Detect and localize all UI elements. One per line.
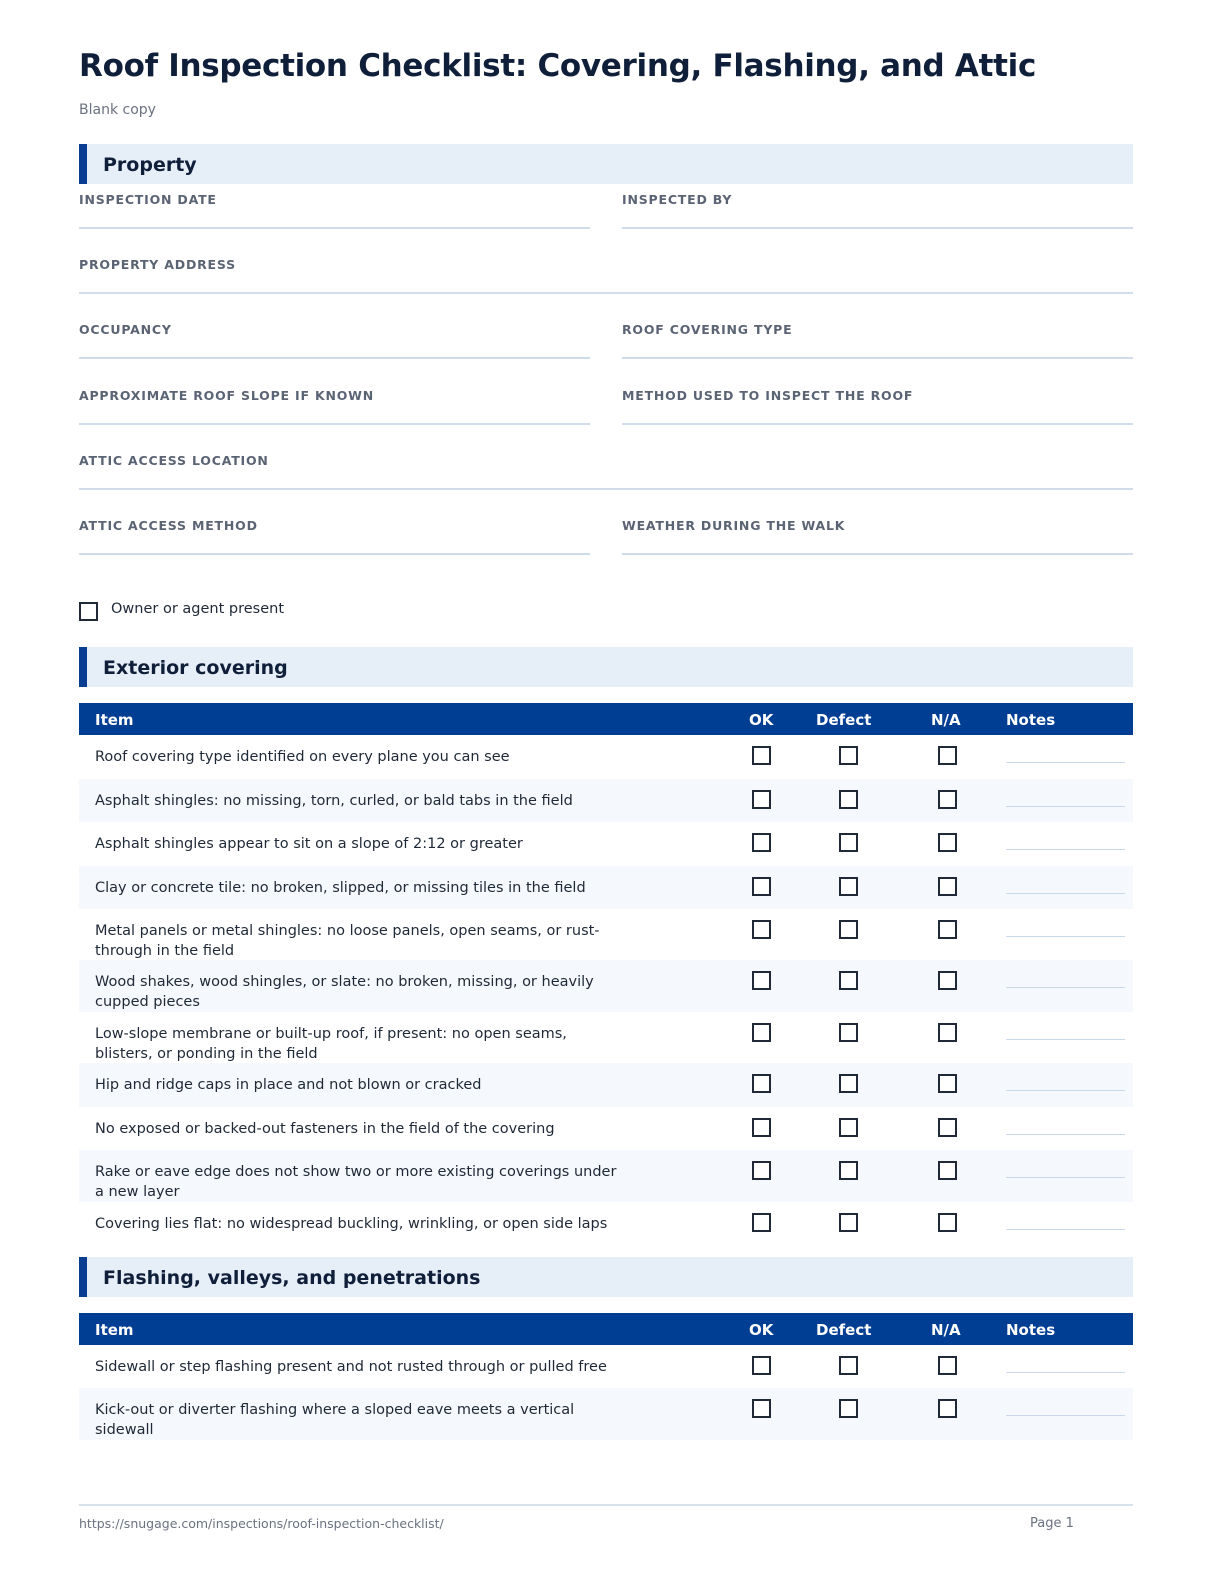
weather-field[interactable] (622, 518, 1133, 568)
defect-checkbox[interactable] (839, 1023, 858, 1042)
defect-checkbox[interactable] (839, 1356, 858, 1375)
field-line (79, 423, 590, 425)
defect-checkbox[interactable] (839, 1161, 858, 1180)
row-item-text: No exposed or backed-out fasteners in the field of the covering (95, 1121, 555, 1137)
ok-checkbox[interactable] (752, 790, 771, 809)
field-line (622, 423, 1133, 425)
notes-field[interactable] (1006, 893, 1125, 894)
na-checkbox[interactable] (938, 1356, 957, 1375)
row-item-text: Low-slope membrane or built-up roof, if present: no open seams, blisters, or ponding in the field (95, 1026, 567, 1062)
field-line (79, 292, 1133, 294)
col-ok: OK (749, 711, 774, 729)
field-label: PROPERTY ADDRESS (79, 257, 236, 272)
notes-field[interactable] (1006, 806, 1125, 807)
defect-checkbox[interactable] (839, 971, 858, 990)
table-row (79, 822, 1133, 866)
notes-field[interactable] (1006, 1090, 1125, 1091)
exterior-table-header (79, 703, 1133, 735)
page-number: Page 1 (1030, 1516, 1074, 1531)
field-line (79, 488, 1133, 490)
field-label: ATTIC ACCESS METHOD (79, 518, 258, 533)
notes-field[interactable] (1006, 1229, 1125, 1230)
na-checkbox[interactable] (938, 971, 957, 990)
attic-access-method-field[interactable] (79, 518, 590, 568)
section-header-flashing (79, 1257, 1133, 1297)
notes-field[interactable] (1006, 762, 1125, 763)
section-header-property (79, 144, 1133, 184)
na-checkbox[interactable] (938, 746, 957, 765)
table-row (79, 1063, 1133, 1107)
col-defect: Defect (816, 711, 872, 729)
table-row (79, 1345, 1133, 1388)
defect-checkbox[interactable] (839, 790, 858, 809)
col-ok: OK (749, 1321, 774, 1339)
table-row (79, 1150, 1133, 1202)
defect-checkbox[interactable] (839, 877, 858, 896)
footer-divider (79, 1504, 1133, 1506)
page-subtitle: Blank copy (79, 102, 156, 118)
na-checkbox[interactable] (938, 1074, 957, 1093)
table-row (79, 1012, 1133, 1063)
table-row (79, 779, 1133, 822)
notes-field[interactable] (1006, 1134, 1125, 1135)
field-label: WEATHER DURING THE WALK (622, 518, 846, 533)
defect-checkbox[interactable] (839, 1399, 858, 1418)
table-row (79, 960, 1133, 1012)
row-item-text: Asphalt shingles: no missing, torn, curled, or bald tabs in the field (95, 793, 573, 809)
table-row (79, 1388, 1133, 1440)
defect-checkbox[interactable] (839, 1213, 858, 1232)
col-notes: Notes (1006, 1321, 1056, 1339)
ok-checkbox[interactable] (752, 1161, 771, 1180)
owner-present-checkbox[interactable] (79, 602, 98, 621)
ok-checkbox[interactable] (752, 1023, 771, 1042)
field-label: INSPECTION DATE (79, 192, 217, 207)
row-item-text: Covering lies flat: no widespread buckling, wrinkling, or open side laps (95, 1216, 608, 1232)
ok-checkbox[interactable] (752, 1074, 771, 1093)
ok-checkbox[interactable] (752, 833, 771, 852)
defect-checkbox[interactable] (839, 920, 858, 939)
row-item-text: Asphalt shingles appear to sit on a slope of 2:12 or greater (95, 836, 523, 852)
na-checkbox[interactable] (938, 1213, 957, 1232)
row-item-text: Sidewall or step flashing present and not rusted through or pulled free (95, 1359, 607, 1375)
defect-checkbox[interactable] (839, 1074, 858, 1093)
field-label: OCCUPANCY (79, 322, 172, 337)
field-label: INSPECTED BY (622, 192, 733, 207)
notes-field[interactable] (1006, 849, 1125, 850)
notes-field[interactable] (1006, 936, 1125, 937)
field-line (79, 357, 590, 359)
field-line (622, 227, 1133, 229)
na-checkbox[interactable] (938, 1023, 957, 1042)
table-row (79, 1202, 1133, 1246)
na-checkbox[interactable] (938, 1399, 957, 1418)
ok-checkbox[interactable] (752, 1213, 771, 1232)
defect-checkbox[interactable] (839, 746, 858, 765)
col-item: Item (95, 1321, 134, 1339)
notes-field[interactable] (1006, 1415, 1125, 1416)
ok-checkbox[interactable] (752, 971, 771, 990)
col-na: N/A (931, 1321, 961, 1339)
row-item-text: Wood shakes, wood shingles, or slate: no broken, missing, or heavily cupped pieces (95, 974, 594, 1010)
inspect-method-field[interactable] (622, 388, 1133, 438)
defect-checkbox[interactable] (839, 833, 858, 852)
field-label: METHOD USED TO INSPECT THE ROOF (622, 388, 914, 403)
roof-slope-field[interactable] (79, 388, 590, 438)
row-item-text: Rake or eave edge does not show two or more existing coverings under a new layer (95, 1164, 617, 1200)
attic-access-location-field[interactable] (79, 453, 1133, 503)
notes-field[interactable] (1006, 987, 1125, 988)
section-accent-bar (79, 1257, 87, 1297)
field-label: ATTIC ACCESS LOCATION (79, 453, 269, 468)
table-row (79, 1107, 1133, 1150)
owner-present-label: Owner or agent present (111, 601, 285, 617)
field-label: ROOF COVERING TYPE (622, 322, 793, 337)
inspected-by-field[interactable] (622, 192, 1133, 242)
ok-checkbox[interactable] (752, 1356, 771, 1375)
na-checkbox[interactable] (938, 1161, 957, 1180)
flashing-table-header (79, 1313, 1133, 1345)
inspection-date-field[interactable] (79, 192, 590, 242)
section-title: Exterior covering (103, 657, 288, 679)
row-item-text: Roof covering type identified on every plane you can see (95, 749, 510, 765)
table-row (79, 866, 1133, 909)
section-title: Property (103, 154, 197, 176)
roof-covering-type-field[interactable] (622, 322, 1133, 372)
section-title: Flashing, valleys, and penetrations (103, 1267, 481, 1289)
section-accent-bar (79, 647, 87, 687)
notes-field[interactable] (1006, 1039, 1125, 1040)
section-accent-bar (79, 144, 87, 184)
na-checkbox[interactable] (938, 920, 957, 939)
col-defect: Defect (816, 1321, 872, 1339)
table-row (79, 735, 1133, 779)
defect-checkbox[interactable] (839, 1118, 858, 1137)
table-row (79, 909, 1133, 960)
row-item-text: Metal panels or metal shingles: no loose panels, open seams, or rust-through in the field (95, 923, 600, 959)
section-header-exterior (79, 647, 1133, 687)
field-line (79, 553, 590, 555)
ok-checkbox[interactable] (752, 920, 771, 939)
col-item: Item (95, 711, 134, 729)
field-label: APPROXIMATE ROOF SLOPE IF KNOWN (79, 388, 374, 403)
notes-field[interactable] (1006, 1372, 1125, 1373)
row-item-text: Hip and ridge caps in place and not blown or cracked (95, 1077, 482, 1093)
ok-checkbox[interactable] (752, 877, 771, 896)
na-checkbox[interactable] (938, 790, 957, 809)
field-line (79, 227, 590, 229)
occupancy-field[interactable] (79, 322, 590, 372)
col-notes: Notes (1006, 711, 1056, 729)
row-item-text: Clay or concrete tile: no broken, slipped, or missing tiles in the field (95, 880, 586, 896)
na-checkbox[interactable] (938, 833, 957, 852)
footer-url: https://snugage.com/inspections/roof-inspection-checklist/ (79, 1516, 444, 1531)
ok-checkbox[interactable] (752, 1118, 771, 1137)
notes-field[interactable] (1006, 1177, 1125, 1178)
ok-checkbox[interactable] (752, 746, 771, 765)
ok-checkbox[interactable] (752, 1399, 771, 1418)
na-checkbox[interactable] (938, 877, 957, 896)
field-line (622, 357, 1133, 359)
row-item-text: Kick-out or diverter flashing where a sloped eave meets a vertical sidewall (95, 1402, 575, 1438)
field-line (622, 553, 1133, 555)
page-title: Roof Inspection Checklist: Covering, Flashing, and Attic (79, 48, 1037, 84)
property-address-field[interactable] (79, 257, 1133, 307)
na-checkbox[interactable] (938, 1118, 957, 1137)
col-na: N/A (931, 711, 961, 729)
